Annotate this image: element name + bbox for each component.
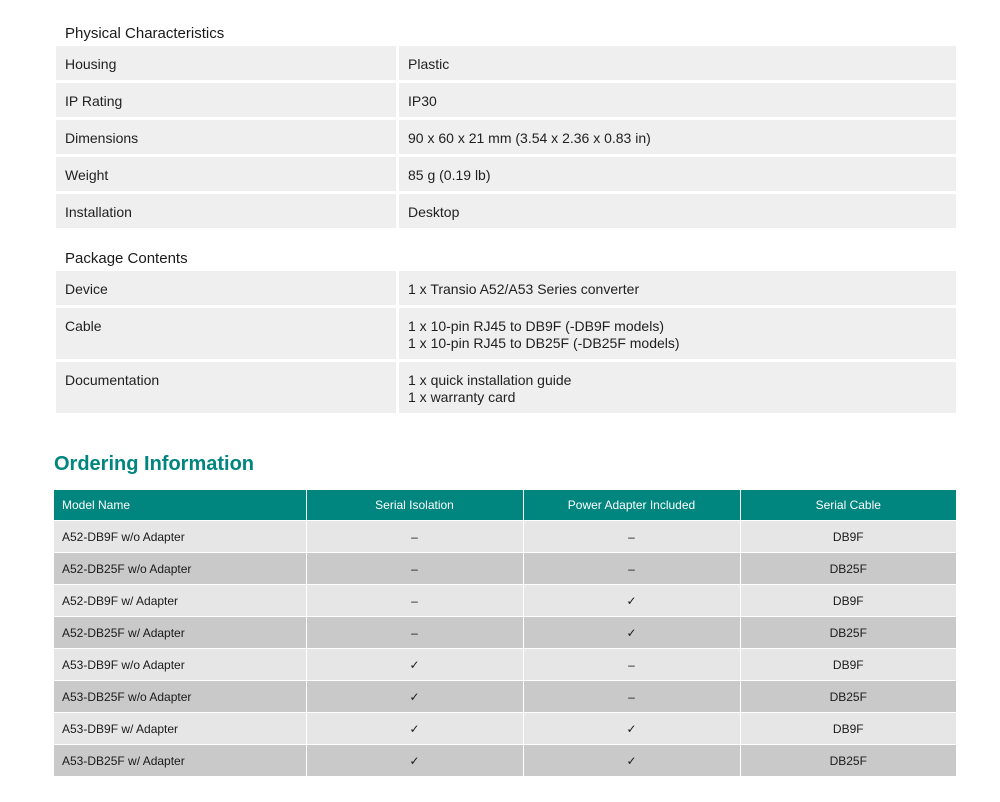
serial-isolation-cell: ✓: [306, 745, 523, 777]
serial-isolation-cell: ✓: [306, 713, 523, 745]
spec-value-line: IP30: [408, 93, 437, 109]
power-adapter-cell: –: [523, 553, 740, 585]
spec-row: [56, 362, 956, 413]
power-adapter-cell: ✓: [523, 617, 740, 649]
table-row: [54, 745, 956, 777]
table-row: [54, 585, 956, 617]
table-row: [54, 649, 956, 681]
spec-row: [56, 120, 956, 154]
serial-cable-cell: DB25F: [740, 553, 956, 585]
model-name-cell: A52-DB9F w/o Adapter: [54, 521, 306, 553]
model-name-cell: A53-DB9F w/ Adapter: [54, 713, 306, 745]
header-model-name: Model Name: [54, 490, 306, 521]
spec-value-line: 1 x Transio A52/A53 Series converter: [408, 281, 640, 297]
ordering-information-table: [54, 490, 956, 776]
spec-label: Installation: [56, 194, 396, 228]
spec-row: [56, 194, 956, 228]
spec-value-line: 1 x quick installation guide: [408, 372, 572, 388]
serial-isolation-cell: –: [306, 617, 523, 649]
serial-isolation-cell: –: [306, 585, 523, 617]
model-name-cell: A53-DB25F w/o Adapter: [54, 681, 306, 713]
model-name-cell: A52-DB25F w/o Adapter: [54, 553, 306, 585]
serial-isolation-cell: –: [306, 553, 523, 585]
table-row: [54, 681, 956, 713]
header-serial-isolation: Serial Isolation: [306, 490, 523, 521]
table-header-row: [54, 490, 956, 521]
spec-label: Housing: [56, 46, 396, 80]
serial-cable-cell: DB25F: [740, 681, 956, 713]
spec-value: [399, 308, 956, 359]
spec-value-line: 1 x 10-pin RJ45 to DB25F (-DB25F models): [408, 335, 680, 351]
spec-value: [399, 362, 956, 413]
serial-isolation-cell: ✓: [306, 681, 523, 713]
spec-value-line: 1 x 10-pin RJ45 to DB9F (-DB9F models): [408, 318, 664, 334]
spec-label: Weight: [56, 157, 396, 191]
spec-value-line: 90 x 60 x 21 mm (3.54 x 2.36 x 0.83 in): [408, 130, 651, 146]
model-name-cell: A53-DB25F w/ Adapter: [54, 745, 306, 777]
header-power-adapter: Power Adapter Included: [523, 490, 740, 521]
spec-value-line: Plastic: [408, 56, 450, 72]
spec-row: [56, 157, 956, 191]
spec-row: [56, 46, 956, 80]
package-contents-title: Package Contents: [65, 250, 188, 267]
spec-value: [399, 120, 956, 154]
serial-isolation-cell: –: [306, 521, 523, 553]
spec-value-line: 1 x warranty card: [408, 389, 516, 405]
spec-row: [56, 83, 956, 117]
model-name-cell: A53-DB9F w/o Adapter: [54, 649, 306, 681]
spec-value-line: 85 g (0.19 lb): [408, 167, 491, 183]
serial-cable-cell: DB25F: [740, 745, 956, 777]
power-adapter-cell: –: [523, 649, 740, 681]
spec-value: [399, 83, 956, 117]
spec-row: [56, 308, 956, 359]
spec-value: [399, 271, 956, 305]
ordering-information-title: Ordering Information: [54, 453, 254, 475]
spec-label: Cable: [56, 308, 396, 359]
spec-value: [399, 194, 956, 228]
package-contents-table: [56, 271, 956, 416]
serial-cable-cell: DB25F: [740, 617, 956, 649]
serial-isolation-cell: ✓: [306, 649, 523, 681]
spec-value: [399, 46, 956, 80]
table-row: [54, 617, 956, 649]
table-row: [54, 713, 956, 745]
serial-cable-cell: DB9F: [740, 649, 956, 681]
spec-value: [399, 157, 956, 191]
physical-characteristics-table: [56, 46, 956, 231]
power-adapter-cell: ✓: [523, 585, 740, 617]
power-adapter-cell: ✓: [523, 713, 740, 745]
table-row: [54, 521, 956, 553]
spec-label: Dimensions: [56, 120, 396, 154]
model-name-cell: A52-DB25F w/ Adapter: [54, 617, 306, 649]
power-adapter-cell: –: [523, 681, 740, 713]
spec-value-line: Desktop: [408, 204, 460, 220]
physical-characteristics-title: Physical Characteristics: [65, 25, 225, 42]
serial-cable-cell: DB9F: [740, 585, 956, 617]
serial-cable-cell: DB9F: [740, 521, 956, 553]
spec-label: Documentation: [56, 362, 396, 413]
serial-cable-cell: DB9F: [740, 713, 956, 745]
header-serial-cable: Serial Cable: [740, 490, 956, 521]
spec-row: [56, 271, 956, 305]
power-adapter-cell: –: [523, 521, 740, 553]
power-adapter-cell: ✓: [523, 745, 740, 777]
model-name-cell: A52-DB9F w/ Adapter: [54, 585, 306, 617]
spec-label: IP Rating: [56, 83, 396, 117]
spec-label: Device: [56, 271, 396, 305]
table-row: [54, 553, 956, 585]
